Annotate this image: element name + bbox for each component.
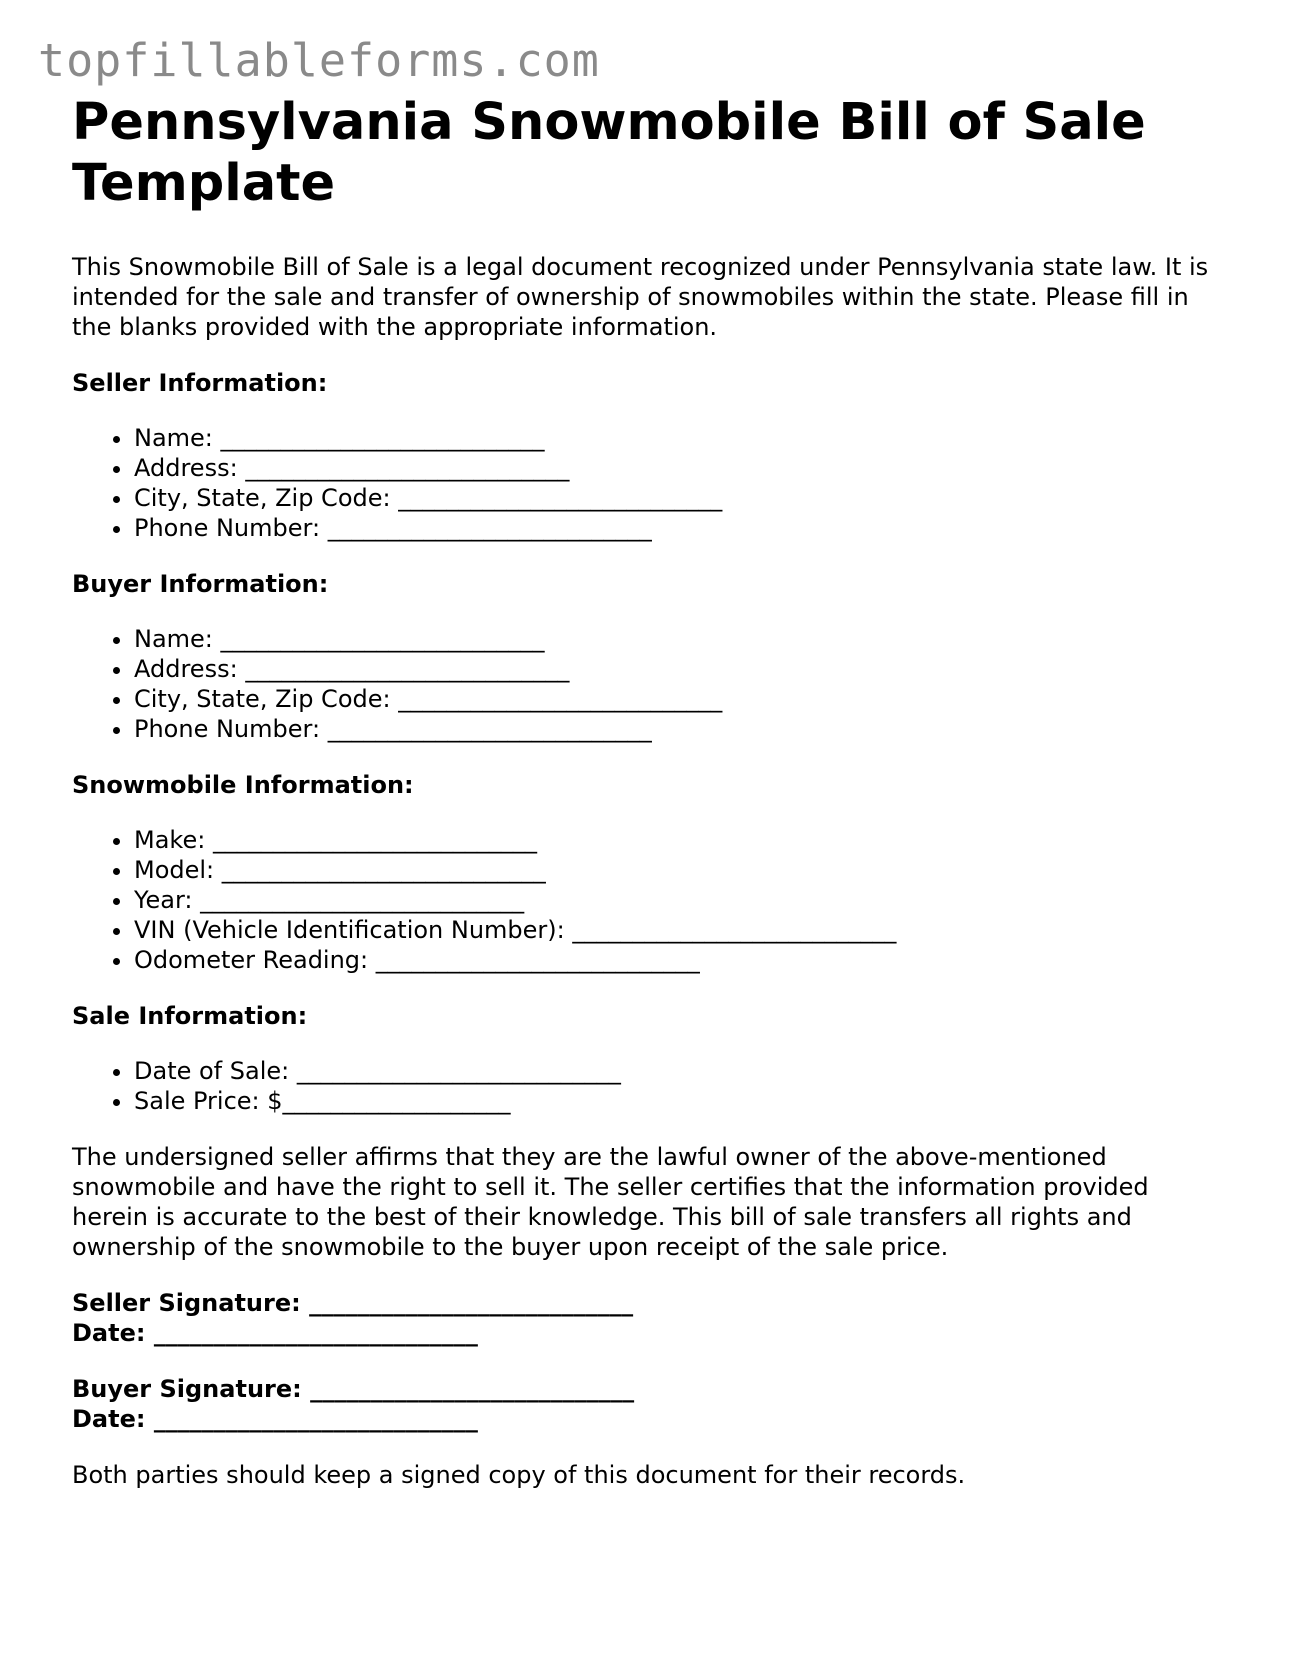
list-item <box>134 624 1232 654</box>
buyer-address-blank[interactable]: ___________________________ <box>245 655 570 683</box>
seller-name-label: Name: <box>134 424 213 452</box>
document-page <box>72 92 1232 1490</box>
seller-signature-line <box>72 1288 1232 1318</box>
odometer-blank[interactable]: ___________________________ <box>375 946 700 974</box>
seller-field-list <box>72 423 1232 543</box>
make-blank[interactable]: ___________________________ <box>212 826 537 854</box>
model-blank[interactable]: ___________________________ <box>221 856 546 884</box>
buyer-date-label: Date: <box>72 1405 146 1433</box>
make-label: Make: <box>134 826 206 854</box>
buyer-city-state-zip-blank[interactable]: ___________________________ <box>398 685 723 713</box>
list-item <box>134 1086 1232 1116</box>
intro-paragraph: This Snowmobile Bill of Sale is a legal document recognized under Pennsylvania state law. It is intended for the sale and transfer of ownership of snowmobiles within the state. Please fill in the blanks provided with the appropriate information. <box>72 253 1209 341</box>
list-item <box>134 885 1232 915</box>
buyer-city-state-zip-label: City, State, Zip Code: <box>134 685 391 713</box>
sale-section-heading: Sale Information: <box>72 1002 308 1030</box>
buyer-name-label: Name: <box>134 625 213 653</box>
seller-phone-blank[interactable]: ___________________________ <box>327 514 652 542</box>
seller-phone-label: Phone Number: <box>134 514 321 542</box>
vin-blank[interactable]: ___________________________ <box>572 916 897 944</box>
list-item <box>134 855 1232 885</box>
list-item <box>134 945 1232 975</box>
list-item <box>134 714 1232 744</box>
sale-price-blank[interactable]: ___________________ <box>282 1087 511 1115</box>
buyer-signature-label: Buyer Signature: <box>72 1375 302 1403</box>
list-item <box>134 915 1232 945</box>
buyer-signature-blank[interactable]: ___________________________ <box>310 1375 635 1403</box>
buyer-phone-label: Phone Number: <box>134 715 321 743</box>
seller-signature-block <box>72 1288 1232 1348</box>
buyer-signature-block <box>72 1374 1232 1434</box>
list-item <box>134 423 1232 453</box>
date-of-sale-blank[interactable]: ___________________________ <box>296 1057 621 1085</box>
list-item <box>134 825 1232 855</box>
buyer-name-blank[interactable]: ___________________________ <box>220 625 545 653</box>
buyer-address-label: Address: <box>134 655 238 683</box>
buyer-field-list <box>72 624 1232 744</box>
page-title: Pennsylvania Snowmobile Bill of Sale Template <box>72 93 1146 213</box>
seller-name-blank[interactable]: ___________________________ <box>220 424 545 452</box>
vin-label: VIN (Vehicle Identification Number): <box>134 916 565 944</box>
affirmation-paragraph: The undersigned seller affirms that they are the lawful owner of the above-mentioned snowmobile and have the right to sell it. The seller certifies that the information provided herein is accurate to the best of their knowledge. This bill of sale transfers all rights and ownership of the snowmobile to the buyer upon receipt of the sale price. <box>72 1143 1149 1261</box>
seller-address-label: Address: <box>134 454 238 482</box>
closing-paragraph: Both parties should keep a signed copy of this document for their records. <box>72 1461 966 1489</box>
model-label: Model: <box>134 856 215 884</box>
year-blank[interactable]: ___________________________ <box>200 886 525 914</box>
seller-date-blank[interactable]: ___________________________ <box>153 1319 478 1347</box>
sale-field-list <box>72 1056 1232 1116</box>
sale-price-label: Sale Price: $ <box>134 1087 283 1115</box>
buyer-phone-blank[interactable]: ___________________________ <box>327 715 652 743</box>
seller-section-heading: Seller Information: <box>72 369 328 397</box>
year-label: Year: <box>134 886 193 914</box>
date-of-sale-label: Date of Sale: <box>134 1057 290 1085</box>
seller-city-state-zip-blank[interactable]: ___________________________ <box>398 484 723 512</box>
seller-date-line <box>72 1318 1232 1348</box>
list-item <box>134 453 1232 483</box>
buyer-date-blank[interactable]: ___________________________ <box>153 1405 478 1433</box>
seller-date-label: Date: <box>72 1319 146 1347</box>
list-item <box>134 684 1232 714</box>
seller-city-state-zip-label: City, State, Zip Code: <box>134 484 391 512</box>
seller-signature-blank[interactable]: ___________________________ <box>309 1289 634 1317</box>
list-item <box>134 1056 1232 1086</box>
list-item <box>134 483 1232 513</box>
watermark: topfillableforms.com <box>38 34 600 87</box>
list-item <box>134 513 1232 543</box>
buyer-section-heading: Buyer Information: <box>72 570 329 598</box>
seller-signature-label: Seller Signature: <box>72 1289 301 1317</box>
seller-address-blank[interactable]: ___________________________ <box>245 454 570 482</box>
buyer-signature-line <box>72 1374 1232 1404</box>
list-item <box>134 654 1232 684</box>
buyer-date-line <box>72 1404 1232 1434</box>
snowmobile-field-list <box>72 825 1232 975</box>
snowmobile-section-heading: Snowmobile Information: <box>72 771 414 799</box>
odometer-label: Odometer Reading: <box>134 946 369 974</box>
